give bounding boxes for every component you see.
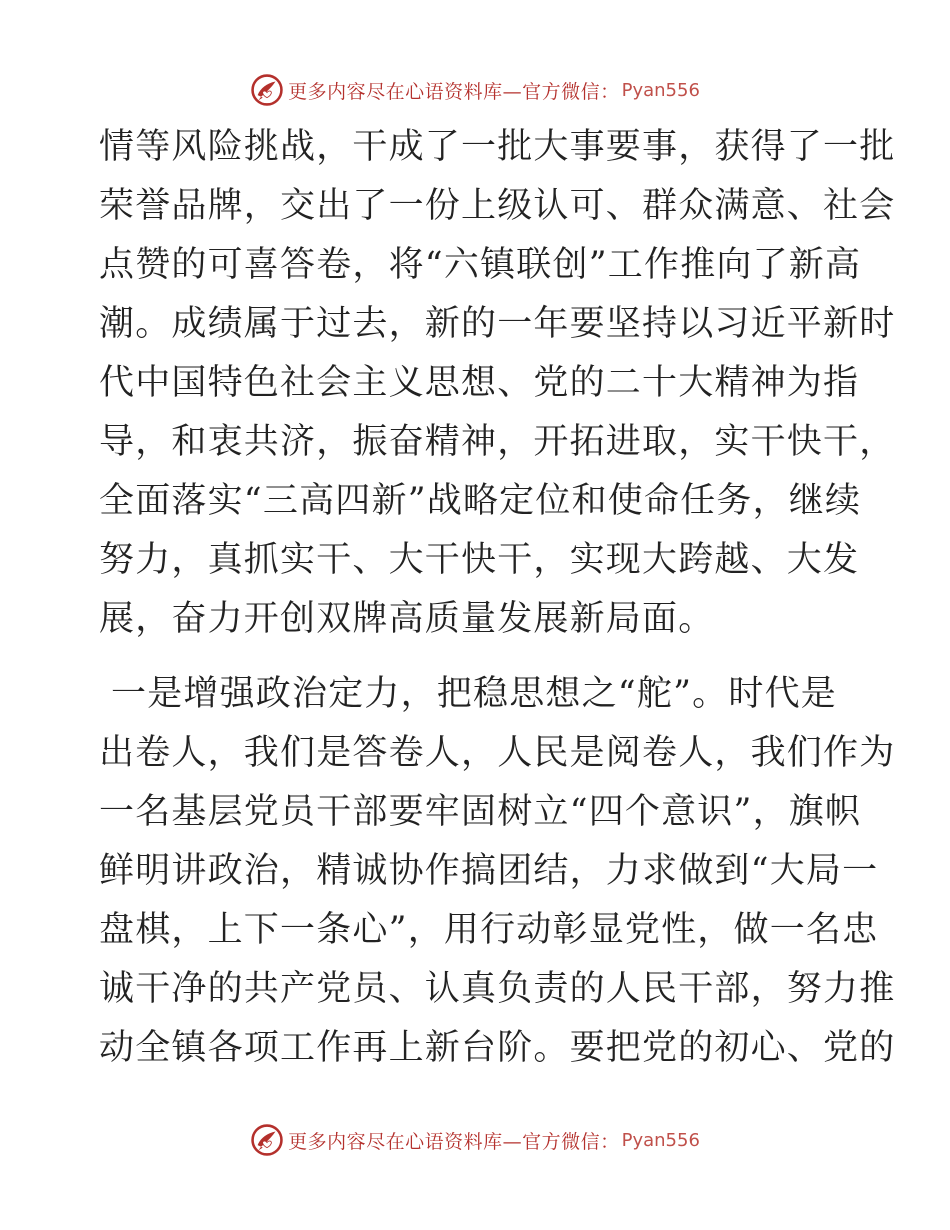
header-wechat-id: Pyan556 [621,79,700,101]
text-line: 一名基层党员干部要牢固树立“四个意识”，旗帜 [99,792,862,832]
text-line: 全面落实“三高四新”战略定位和使命任务，继续 [99,481,862,521]
footer-wechat-id: Pyan556 [621,1129,700,1151]
text-line: 努力，真抓实干、大干快干，实现大跨越、大发 [99,540,860,580]
footer-banner [0,1118,950,1162]
text-line: 一是增强政治定力，把稳思想之“舵”。时代是 [111,674,837,714]
paragraph-spacer [99,649,859,665]
header-banner [0,68,950,112]
text-line: 荣誉品牌，交出了一份上级认可、群众满意、社会 [99,186,896,226]
text-line: 潮。成绩属于过去，新的一年要坚持以习近平新时 [99,304,896,344]
text-line: 代中国特色社会主义思想、党的二十大精神为指 [99,363,860,403]
paragraph-2 [99,665,896,1078]
pen-heart-logo-icon [250,1123,284,1157]
text-line: 情等风险挑战，干成了一批大事要事，获得了一批 [99,127,896,167]
text-line: 点赞的可喜答卷，将“六镇联创”工作推向了新高 [99,245,862,285]
document-body [99,118,896,1078]
pen-heart-logo-icon [250,73,284,107]
footer-banner-text: 更多内容尽在心语资料库—官方微信： [288,1130,620,1153]
text-line: 导，和衷共济，振奋精神，开拓进取，实干快干， [99,422,896,462]
text-line: 诚干净的共产党员、认真负责的人民干部，努力推 [99,969,896,1009]
text-line: 鲜明讲政治，精诚协作搞团结，力求做到“大局一 [99,851,879,891]
header-banner-text: 更多内容尽在心语资料库—官方微信： [288,80,620,103]
text-line: 动全镇各项工作再上新台阶。要把党的初心、党的 [99,1028,896,1068]
text-line: 展，奋力开创双牌高质量发展新局面。 [99,599,715,639]
text-line: 盘棋，上下一条心”，用行动彰显党性，做一名忠 [99,910,879,950]
paragraph-1 [99,118,896,649]
text-line: 出卷人，我们是答卷人，人民是阅卷人，我们作为 [99,733,896,773]
